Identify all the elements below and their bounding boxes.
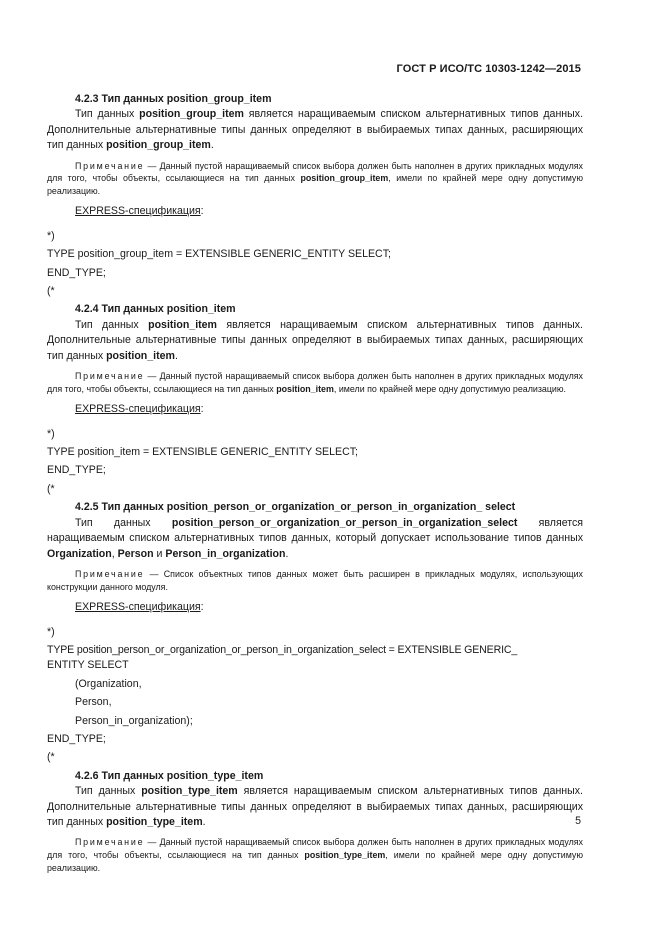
code-line: Person, [75, 696, 112, 709]
section-body [47, 318, 583, 364]
note-text: , имели по крайней мере одну допустимую реализацию. [47, 849, 583, 873]
body-text: Тип данных [75, 516, 172, 529]
code-open: *) [47, 427, 55, 440]
code-close: (* [47, 482, 55, 495]
note-text: , имели по крайней мере одну допустимую реализацию. [47, 173, 583, 196]
type-name: Organization [47, 547, 112, 560]
note-text: — Данный пустой наращиваемый список выбора должен быть наполнен в других прикладных модулях для того, чтобы объекты, ссылающиеся на тип данных [47, 371, 583, 394]
code-end: END_TYPE; [47, 464, 106, 477]
note [47, 160, 583, 198]
note-text: — Данный пустой наращиваемый список выбора должен быть наполнен в других прикладных модулях для того, чтобы объекты, ссылающиеся на тип данных [47, 160, 583, 184]
code-line: TYPE position_group_item = EXTENSIBLE GENERIC_ENTITY SELECT; [47, 248, 391, 261]
note-text: — Данный пустой наращиваемый список выбора должен быть наполнен в других прикладных модулях для того, чтобы объекты, ссылающиеся на тип данных [47, 837, 583, 860]
section-body [47, 107, 583, 153]
code-open: *) [47, 229, 55, 242]
code-line: ENTITY SELECT [47, 659, 129, 672]
type-name: position_group_item [139, 108, 244, 121]
express-spec-label: EXPRESS-спецификация: [75, 403, 204, 416]
body-text: Тип данных [75, 108, 140, 121]
code-line: TYPE position_person_or_organization_or_person_in_organization_select = EXTENSIBLE GENERIC_ [47, 643, 518, 656]
section-4-2-3 [47, 92, 583, 299]
code-end: END_TYPE; [47, 732, 106, 745]
body-text: является наращиваемым списком альтернативных типов данных, который допускает использование типов данных [47, 516, 583, 545]
type-name: position_item [276, 383, 334, 394]
note-label: Примечание [75, 371, 145, 382]
body-text: Тип данных [75, 785, 142, 798]
note-text: , имели по крайней мере одну допустимую реализацию. [333, 383, 566, 394]
type-name: position_group_item [300, 173, 389, 184]
code-open: *) [47, 625, 55, 638]
body-text: является наращиваемым списком альтернативных типов данных. Дополнительные альтернативные типы данных определяют в выбираемых типах данных, расширяющих тип данных [47, 108, 584, 152]
section-heading: 4.2.4 Тип данных position_item [75, 303, 236, 316]
code-line: Person_in_organization); [75, 714, 193, 727]
note [47, 568, 583, 593]
code-close: (* [47, 285, 55, 298]
body-text: является наращиваемым списком альтернативных типов данных. Дополнительные альтернативные типы данных определяют в выбираемых типах данных, расширяющих тип данных [47, 318, 584, 362]
section-4-2-4 [47, 302, 583, 497]
section-heading: 4.2.3 Тип данных position_group_item [75, 93, 272, 105]
note-text: — Список объектных типов данных может быть расширен в прикладных модулях, использующих конструкции данного модуля. [47, 568, 583, 592]
code-close: (* [47, 751, 55, 764]
type-name: position_person_or_organization_or_person_in_organization_select [171, 516, 518, 529]
section-4-2-5 [47, 500, 583, 765]
page-number: 5 [575, 815, 581, 827]
body-text: Тип данных [75, 318, 149, 331]
body-text: . [210, 139, 214, 152]
section-body [47, 784, 583, 830]
type-name: Person [117, 547, 154, 560]
body-text: . [202, 815, 206, 828]
body-text: является наращиваемым списком альтернативных типов данных. Дополнительные альтернативные типы данных определяют в выбираемых типах данных, расширяющих тип данных [47, 785, 583, 828]
section-4-2-6 [47, 769, 583, 874]
type-name: position_item [106, 349, 175, 362]
code-line: TYPE position_item = EXTENSIBLE GENERIC_ENTITY SELECT; [47, 446, 358, 459]
document-code-header: ГОСТ Р ИСО/ТС 10303-1242—2015 [396, 63, 581, 75]
note-label: Примечание [75, 568, 145, 579]
page-content [47, 92, 583, 874]
type-name: position_item [148, 318, 217, 331]
note-label: Примечание [75, 160, 145, 171]
section-heading: 4.2.6 Тип данных position_type_item [75, 769, 264, 782]
express-spec-label: EXPRESS-спецификация: [75, 601, 204, 614]
body-text: . [174, 349, 178, 362]
type-name: Person_in_organization [165, 547, 286, 560]
type-name: position_type_item [106, 815, 203, 828]
note [47, 370, 583, 395]
note [47, 836, 583, 874]
code-line: (Organization, [75, 677, 142, 690]
express-spec-label: EXPRESS-спецификация: [75, 205, 204, 218]
type-name: position_type_item [141, 785, 238, 798]
code-end: END_TYPE; [47, 266, 106, 279]
type-name: position_group_item [106, 139, 211, 152]
note-label: Примечание [75, 837, 145, 848]
section-body: Тип данных position_person_or_organization_or_person_in_organization_select является наращиваемым списком альтернативных типов данных, который допускает использование типов данных Organization, Person и Person_in_organization. [47, 516, 583, 560]
section-heading: 4.2.5 Тип данных position_person_or_organization_or_person_in_organization_ select [75, 501, 516, 514]
type-name: position_type_item [304, 849, 386, 860]
